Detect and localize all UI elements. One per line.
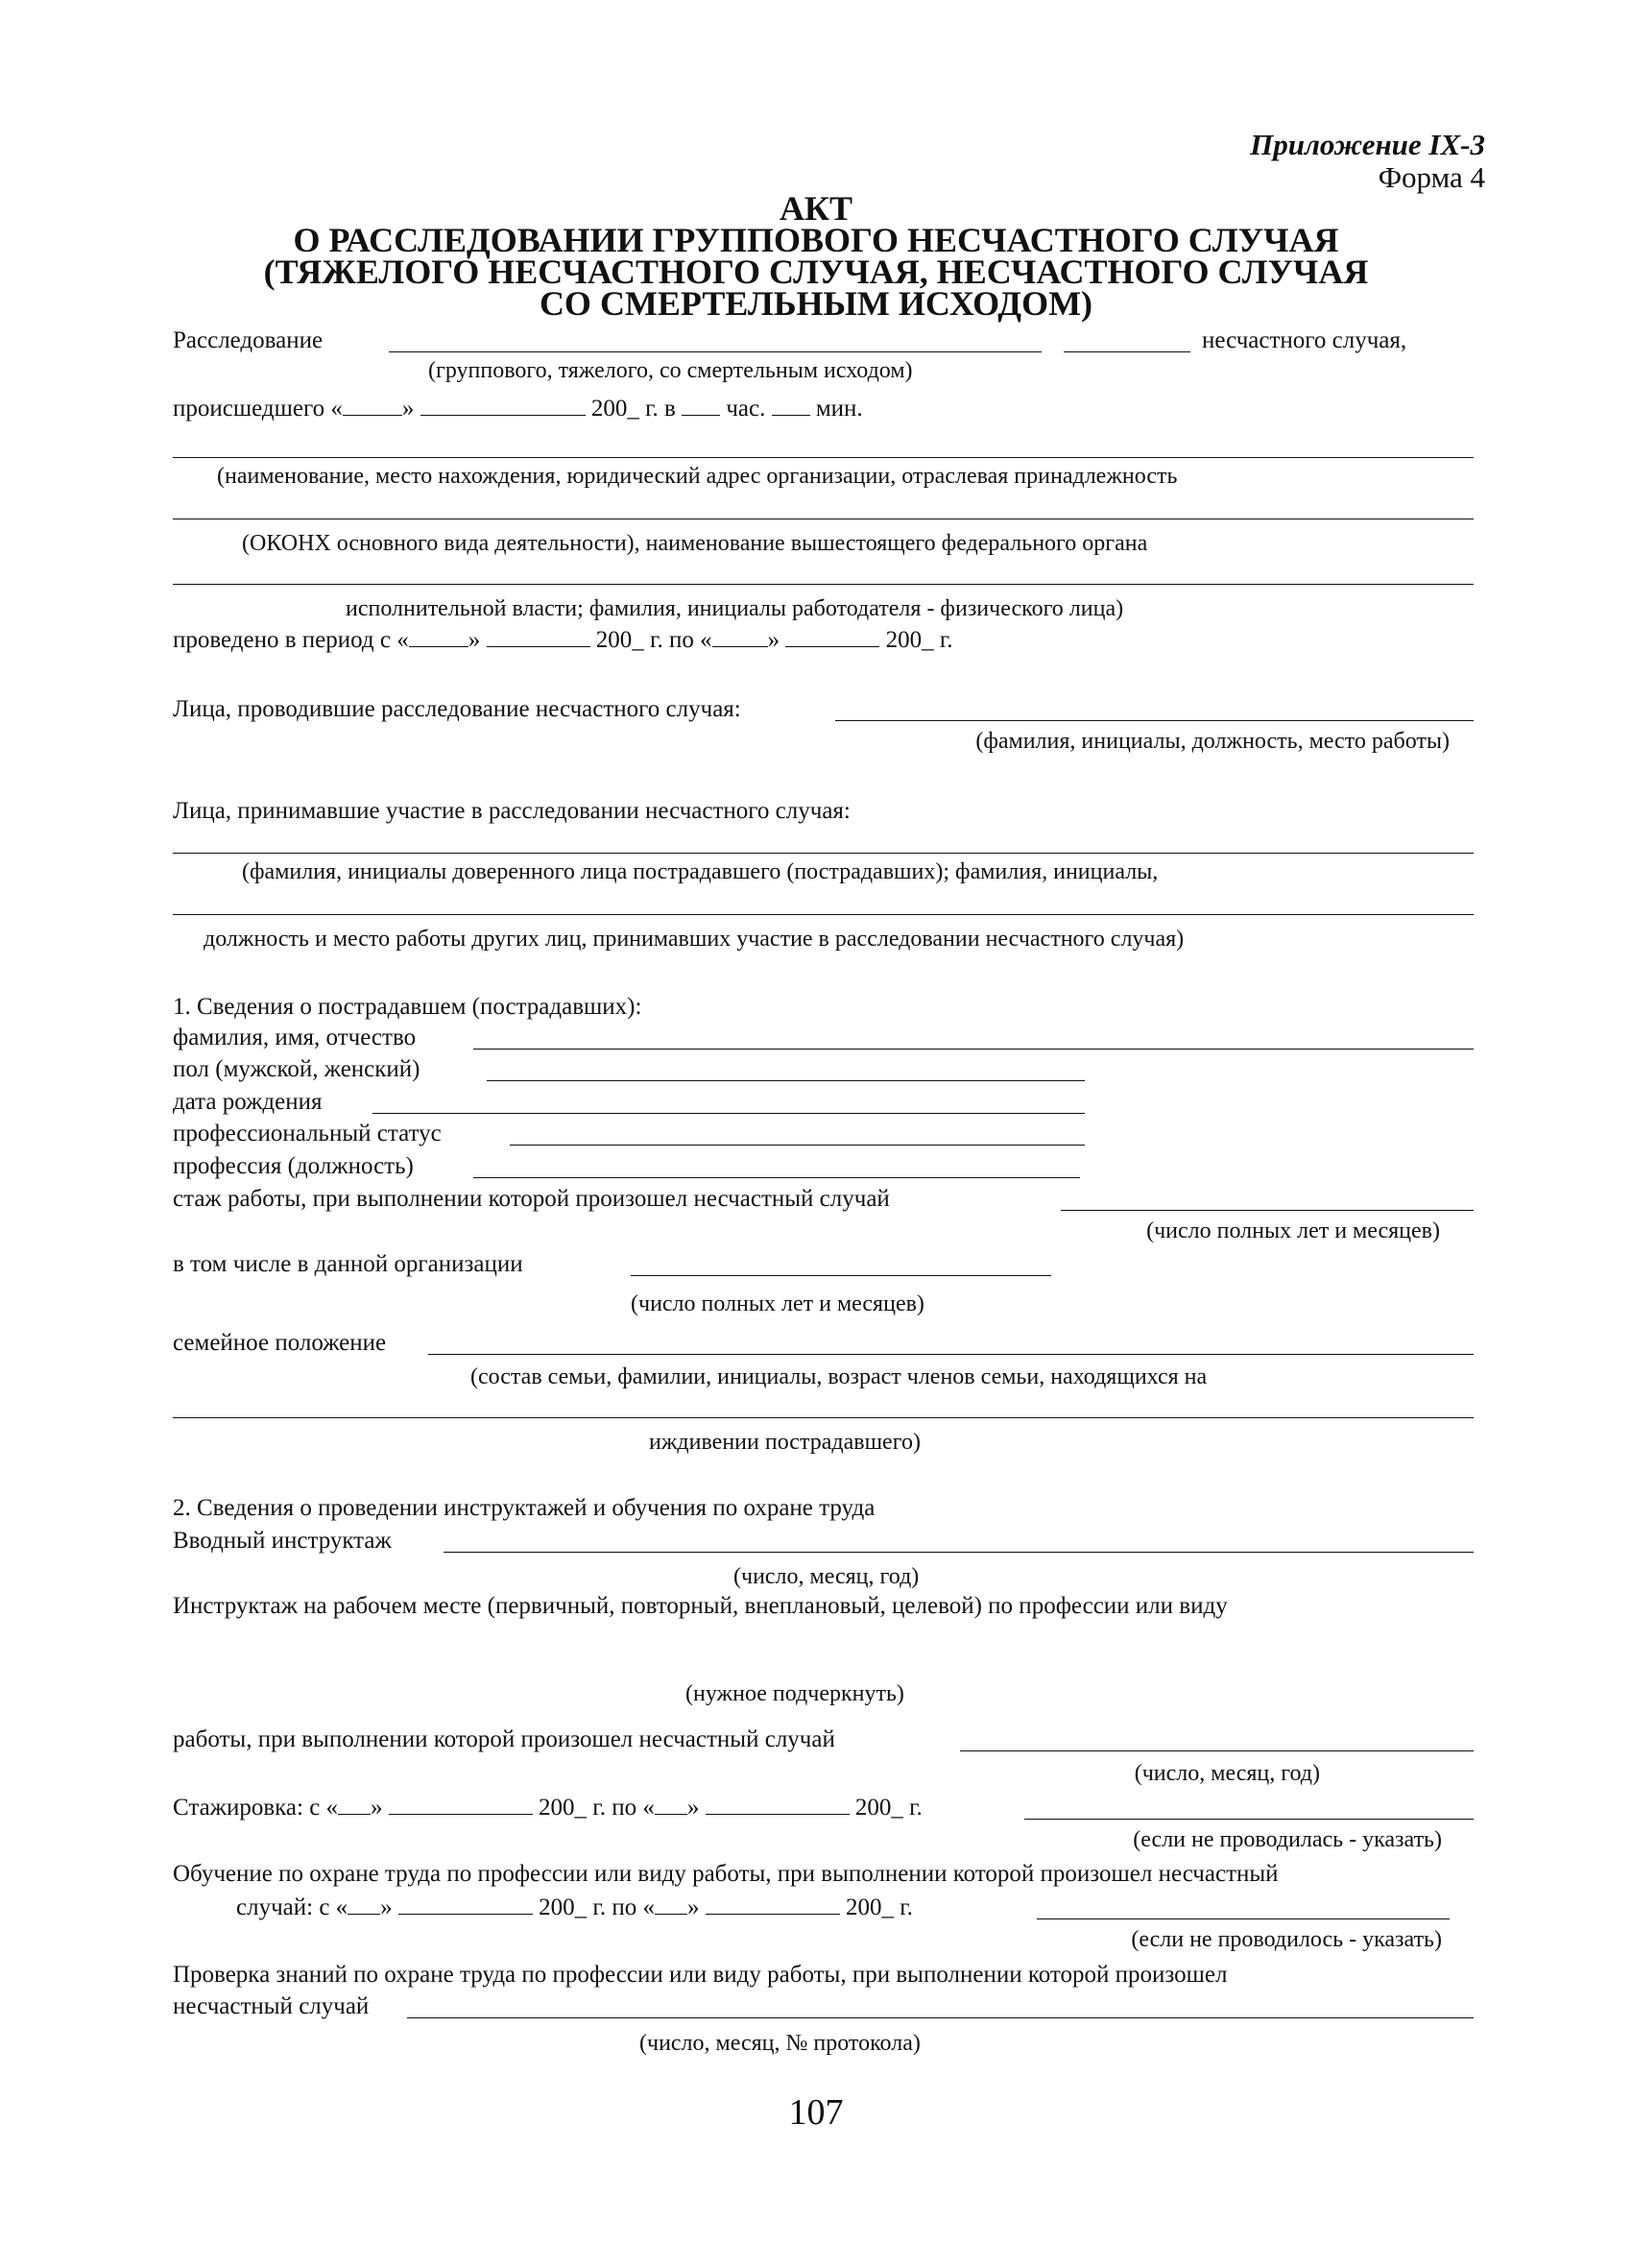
training-line-2 bbox=[236, 1894, 913, 1922]
family-field-2[interactable] bbox=[173, 1417, 1474, 1418]
occurred-hour-label: час. bbox=[726, 396, 766, 422]
in-org-label: в том числе в данной организации bbox=[173, 1251, 523, 1277]
training-quote-1: » bbox=[380, 1894, 393, 1920]
participating-field-1[interactable] bbox=[173, 853, 1474, 854]
internship-caption: (если не проводилась - указать) bbox=[1133, 1827, 1442, 1852]
intro-briefing-field[interactable] bbox=[444, 1552, 1474, 1553]
workplace-briefing-label: Инструктаж на рабочем месте (первичный, повторный, внеплановый, целевой) по профессии или виду bbox=[173, 1593, 1228, 1619]
occurred-hour-field[interactable] bbox=[682, 396, 720, 416]
period-end-day-field[interactable] bbox=[712, 627, 768, 647]
training-year-2: 200_ г. bbox=[846, 1894, 913, 1920]
investigation-type-field[interactable] bbox=[389, 351, 1042, 352]
training-end-month-field[interactable] bbox=[706, 1894, 840, 1915]
internship-start-day-field[interactable] bbox=[338, 1795, 371, 1815]
period-start-day-field[interactable] bbox=[409, 627, 468, 647]
prof-status-label: профессиональный статус bbox=[173, 1121, 442, 1146]
underline-caption: (нужное подчеркнуть) bbox=[685, 1681, 904, 1706]
training-start-day-field[interactable] bbox=[348, 1894, 380, 1915]
family-field[interactable] bbox=[428, 1354, 1474, 1355]
organization-caption-3: исполнительной власти; фамилия, инициалы работодателя - физического лица) bbox=[346, 596, 1124, 621]
organization-field-3[interactable] bbox=[173, 584, 1474, 585]
internship-year-2: 200_ г. bbox=[854, 1795, 923, 1821]
family-label: семейное положение bbox=[173, 1330, 387, 1356]
sex-label: пол (мужской, женский) bbox=[173, 1056, 420, 1082]
period-end-month-field[interactable] bbox=[785, 627, 879, 647]
internship-line bbox=[173, 1794, 923, 1822]
family-caption-1: (состав семьи, фамилии, инициалы, возраст членов семьи, находящихся на bbox=[470, 1364, 1208, 1389]
investigation-suffix: несчастного случая, bbox=[1202, 327, 1407, 353]
work-caption: (число, месяц, год) bbox=[1134, 1761, 1320, 1786]
check-field[interactable] bbox=[407, 2017, 1474, 2018]
training-label: случай: с « bbox=[236, 1894, 348, 1920]
occurred-quote: » bbox=[401, 396, 415, 422]
birth-label: дата рождения bbox=[173, 1089, 323, 1115]
title-act: АКТ bbox=[779, 189, 853, 228]
participating-caption-1: (фамилия, инициалы доверенного лица пострадавшего (пострадавших); фамилия, инициалы, bbox=[242, 859, 1159, 884]
conducting-label: Лица, проводившие расследование несчастного случая: bbox=[173, 696, 741, 722]
organization-caption-1: (наименование, место нахождения, юридический адрес организации, отраслевая принадлежность bbox=[217, 464, 1178, 489]
occurred-line bbox=[173, 395, 863, 423]
organization-field-1[interactable] bbox=[173, 457, 1474, 458]
page-number: 107 bbox=[788, 2092, 844, 2133]
occurred-year: 200_ г. в bbox=[590, 396, 676, 422]
in-org-caption: (число полных лет и месяцев) bbox=[631, 1291, 924, 1316]
training-line-1: Обучение по охране труда по профессии или виду работы, при выполнении которой произошел несчастный bbox=[173, 1861, 1279, 1887]
participating-field-2[interactable] bbox=[173, 914, 1474, 915]
occurred-min-label: мин. bbox=[815, 396, 863, 422]
section1-heading: 1. Сведения о пострадавшем (пострадавших): bbox=[173, 994, 642, 1020]
internship-quote-2: » bbox=[686, 1795, 700, 1821]
period-start-month-field[interactable] bbox=[487, 627, 590, 647]
occurred-label: происшедшего « bbox=[173, 396, 343, 422]
internship-year-1: 200_ г. по « bbox=[539, 1795, 655, 1821]
training-caption: (если не проводилось - указать) bbox=[1131, 1927, 1442, 1952]
period-label: проведено в период с « bbox=[173, 627, 409, 653]
title-line-2: О РАССЛЕДОВАНИИ ГРУППОВОГО НЕСЧАСТНОГО СЛУЧАЯ bbox=[293, 221, 1339, 259]
internship-quote-1: » bbox=[371, 1795, 383, 1821]
birth-field[interactable] bbox=[372, 1113, 1085, 1114]
conducting-field[interactable] bbox=[835, 720, 1474, 721]
conducting-caption: (фамилия, инициалы, должность, место работы) bbox=[975, 729, 1450, 754]
occurred-day-field[interactable] bbox=[343, 396, 402, 416]
check-line-2: несчастный случай bbox=[173, 1993, 370, 2019]
training-quote-2: » bbox=[687, 1894, 700, 1920]
participating-label: Лица, принимавшие участие в расследовании несчастного случая: bbox=[173, 798, 851, 824]
training-field[interactable] bbox=[1037, 1918, 1450, 1919]
profession-field[interactable] bbox=[473, 1177, 1080, 1178]
work-field[interactable] bbox=[960, 1750, 1474, 1751]
internship-end-day-field[interactable] bbox=[655, 1795, 687, 1815]
title-line-4: СО СМЕРТЕЛЬНЫМ ИСХОДОМ) bbox=[539, 284, 1093, 323]
training-year-1: 200_ г. по « bbox=[539, 1894, 655, 1920]
intro-briefing-label: Вводный инструктаж bbox=[173, 1528, 392, 1554]
participating-caption-2: должность и место работы других лиц, принимавших участие в расследовании несчастного случая) bbox=[204, 927, 1185, 952]
organization-caption-2: (ОКОНХ основного вида деятельности), наименование вышестоящего федерального органа bbox=[242, 531, 1148, 556]
investigation-label: Расследование bbox=[173, 327, 324, 353]
experience-caption: (число полных лет и месяцев) bbox=[1146, 1218, 1440, 1243]
period-year-1: 200_ г. по « bbox=[595, 627, 712, 653]
period-line bbox=[173, 626, 953, 655]
internship-field[interactable] bbox=[1024, 1819, 1474, 1820]
profession-label: профессия (должность) bbox=[173, 1153, 414, 1179]
investigation-extra-field[interactable] bbox=[1064, 351, 1190, 352]
internship-end-month-field[interactable] bbox=[706, 1795, 850, 1815]
check-line-1: Проверка знаний по охране труда по профессии или виду работы, при выполнении которой произошел bbox=[173, 1962, 1228, 1988]
title-line-3: (ТЯЖЕЛОГО НЕСЧАСТНОГО СЛУЧАЯ, НЕСЧАСТНОГО СЛУЧАЯ bbox=[263, 253, 1369, 291]
form-label: Форма 4 bbox=[1378, 160, 1485, 194]
training-end-day-field[interactable] bbox=[655, 1894, 687, 1915]
occurred-month-field[interactable] bbox=[420, 396, 586, 416]
prof-status-field[interactable] bbox=[510, 1145, 1085, 1146]
family-caption-2: иждивении пострадавшего) bbox=[649, 1430, 921, 1455]
intro-briefing-caption: (число, месяц, год) bbox=[733, 1564, 920, 1589]
appendix-label: Приложение IX-3 bbox=[1250, 128, 1485, 161]
sex-field[interactable] bbox=[487, 1080, 1085, 1081]
fio-field[interactable] bbox=[473, 1049, 1474, 1050]
investigation-caption: (группового, тяжелого, со смертельным исходом) bbox=[428, 358, 913, 383]
period-year-2: 200_ г. bbox=[885, 627, 953, 653]
period-quote-2: » bbox=[767, 627, 780, 653]
internship-start-month-field[interactable] bbox=[389, 1795, 533, 1815]
section2-heading: 2. Сведения о проведении инструктажей и обучения по охране труда bbox=[173, 1495, 876, 1521]
experience-label: стаж работы, при выполнении которой произошел несчастный случай bbox=[173, 1186, 890, 1212]
experience-field[interactable] bbox=[1061, 1210, 1474, 1211]
training-start-month-field[interactable] bbox=[398, 1894, 533, 1915]
check-caption: (число, месяц, № протокола) bbox=[639, 2031, 921, 2056]
fio-label: фамилия, имя, отчество bbox=[173, 1025, 417, 1050]
occurred-min-field[interactable] bbox=[772, 396, 810, 416]
internship-label: Стажировка: с « bbox=[173, 1795, 339, 1821]
period-quote-1: » bbox=[468, 627, 481, 653]
work-line-label: работы, при выполнении которой произошел несчастный случай bbox=[173, 1726, 835, 1752]
in-org-field[interactable] bbox=[631, 1275, 1051, 1276]
